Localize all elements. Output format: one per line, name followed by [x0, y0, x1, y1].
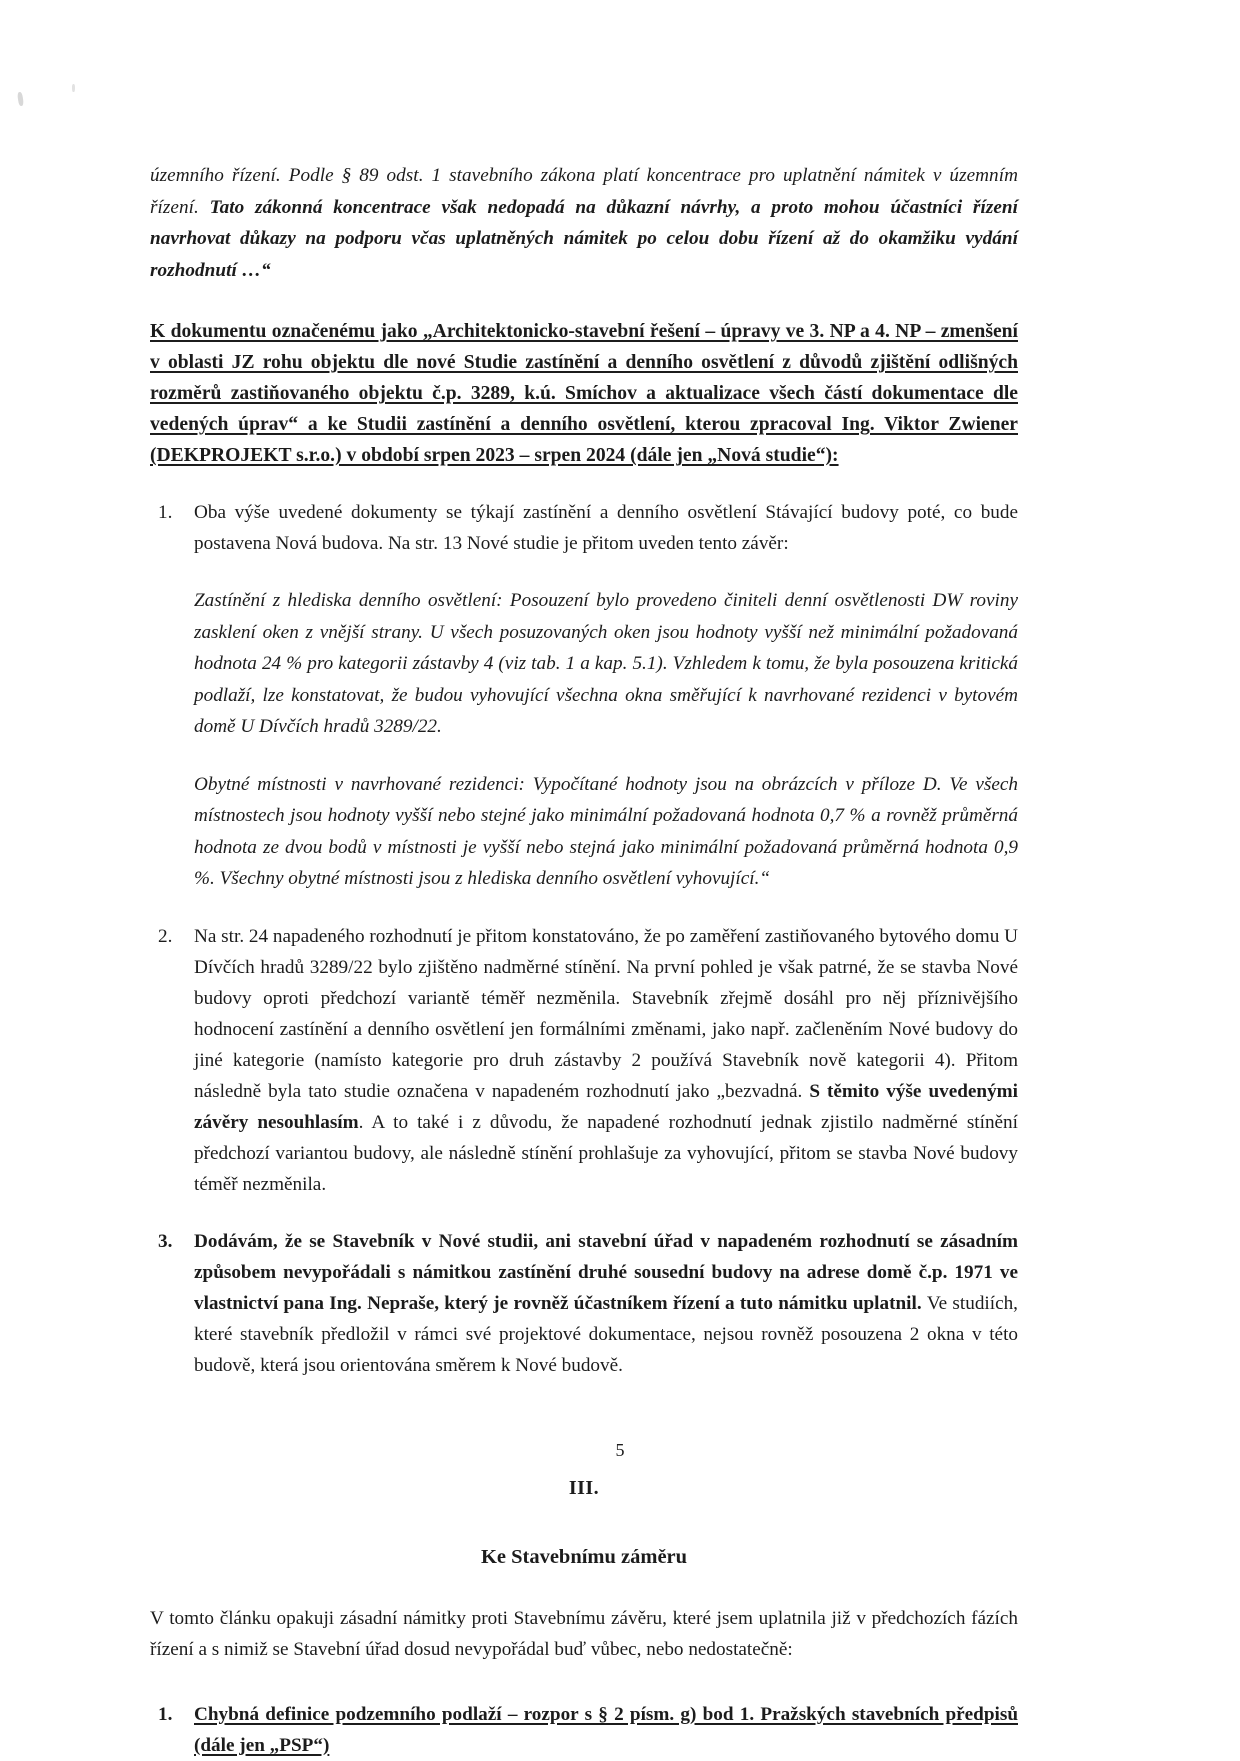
numbered-list-item-two-wrap	[150, 921, 1018, 1200]
section-intro-paragraph: V tomto článku opakuji zásadní námitky proti Stavebnímu závěru, které jsem uplatnila již v předchozích fázích řízení a s nimiž se Stavební úřad dosud nevypořádal buď vůbec, nebo nedostatečně:	[150, 1607, 1018, 1660]
list-item-2-text-part2: . A to také i z důvodu, že napadené rozhodnutí jednak zjistilo nadměrné stínění předchozí variantou budovy, ale následně stínění prohlašuje za vyhovující, přitom se stavba Nové budovy téměř nezměnila.	[194, 1111, 1018, 1195]
list-item-2	[150, 921, 1018, 1200]
list-item-1-text: Oba výše uvedené dokumenty se týkají zastínění a denního osvětlení Stávající budovy poté, co bude postavena Nová budova. Na str. 13 Nové studie je přitom uveden tento závěr:	[194, 502, 1018, 554]
scan-artifact-speck-secondary	[72, 84, 75, 92]
numbered-list-section-three	[150, 1699, 1018, 1761]
quoted-study-paragraph-1: Zastínění z hlediska denního osvětlení: Posouzení bylo provedeno činiteli denní osvětlenosti DW roviny zasklení oken z vnější strany. U všech posuzovaných oken jsou hodnoty vyšší než minimální požadovaná hodnota 24 % pro kategorii zástavby 4 (viz tab. 1 a kap. 5.1). Vzhledem k tomu, že byla posouzena kritická podlaží, lze konstatovat, že budou vyhovující všechna okna směřující k navrhované rezidenci v bytovém domě U Dívčích hradů 3289/22.	[194, 590, 1018, 737]
numbered-list-primary	[150, 497, 1018, 559]
main-heading-underlined: K dokumentu označenému jako „Architektonicko-stavební řešení – úpravy ve 3. NP a 4. NP – zmenšení v oblasti JZ rohu objektu dle nové Studie zastínění a denního osvětlení z důvodů zjištění odlišných rozměrů zastiňovaného objektu č.p. 3289, k.ú. Smíchov a aktualizace všech částí dokumentace dle vedených úprav“ a ke Studii zastínění a denního osvětlení, kterou zpracoval Ing. Viktor Zwiener (DEKPROJEKT s.r.o.) v období srpen 2023 – srpen 2024 (dále jen „Nová studie“):	[150, 321, 1018, 466]
section-list-item-1-text: Chybná definice podzemního podlaží – rozpor s § 2 písm. g) bod 1. Pražských stavebních předpisů (dále jen „PSP“)	[194, 1703, 1018, 1756]
intro-quote-bold: Tato zákonná koncentrace však nedopadá na důkazní návrhy, a proto mohou účastníci řízení navrhovat důkazy na podporu včas uplatněných námitek po celou dobu řízení až do okamžiku vydání rozhodnutí …“	[150, 196, 1019, 281]
section-list-item-1	[150, 1699, 1018, 1761]
list-item-3-text-regular: Ve studiích, které stavebník předložil v rámci své projektové dokumentace, nejsou rovněž posouzena 2 okna v této budově, která jsou orientována směrem k Nové budově.	[194, 1292, 1018, 1376]
scan-artifact-speck	[17, 92, 24, 107]
section-roman-numeral: III.	[568, 1476, 600, 1499]
document-page-body	[150, 160, 1018, 1761]
quoted-study-paragraph-2: Obytné místnosti v navrhované rezidenci: Vypočítané hodnoty jsou na obrázcích v příloze D. Ve všech místnostech jsou hodnoty vyšší nebo stejné jako minimální požadovaná hodnota 0,7 % a rovněž průměrná hodnota ze dvou bodů v místnosti je vyšší nebo stejná jako minimální požadovaná průměrná hodnota 0,9 %. Všechny obytné místnosti jsou z hlediska denního osvětlení vyhovující.“	[194, 773, 1018, 889]
list-item-2-number: 2.	[158, 925, 173, 947]
list-item-1-number: 1.	[158, 502, 173, 523]
list-item-3-text-bold: Dodávám, že se Stavebník v Nové studii, ani stavební úřad v napadeném rozhodnutí se zásadním způsobem nevypořádali s námitkou zastínění druhé sousední budovy na adrese domě č.p. 1971 ve vlastnictví pana Ing. Nepraše, který je rovněž účastníkem řízení a tuto námitku uplatnil.	[194, 1230, 1018, 1314]
section-title: Ke Stavebnímu záměru	[480, 1545, 688, 1568]
numbered-list-item-three-wrap	[150, 1226, 1018, 1381]
list-item-3-number: 3.	[158, 1230, 173, 1252]
page-number-footer: 5	[615, 1440, 625, 1460]
list-item-2-text-bold: S těmito výše uvedenými závěry nesouhlasím	[194, 1080, 1018, 1133]
list-item-2-text-part1: Na str. 24 napadeného rozhodnutí je přitom konstatováno, že po zaměření zastiňovaného bytového domu U Dívčích hradů 3289/22 bylo zjištěno nadměrné stínění. Na první pohled je však patrné, že se stavba Nové budovy oproti předchozí variantě téměř nezměnila. Stavebník zřejmě dosáhl pro něj příznivějšího hodnocení zastínění a denního osvětlení jen formálními změnami, jako např. začleněním Nové budovy do jiné kategorie (namísto kategorie pro druh zástavby 2 používá Stavebník nově kategorii 4). Přitom následně byla tato studie označena v napadeném rozhodnutí jako „bezvadná.	[194, 925, 1018, 1102]
intro-quote-regular: územního řízení. Podle § 89 odst. 1 stavebního zákona platí koncentrace pro uplatnění námitek v územním řízení.	[150, 165, 1018, 218]
list-item-1	[150, 497, 1018, 559]
intro-quoted-paragraph	[150, 160, 1018, 286]
section-list-item-1-number: 1.	[158, 1703, 173, 1725]
list-item-3	[150, 1226, 1018, 1381]
